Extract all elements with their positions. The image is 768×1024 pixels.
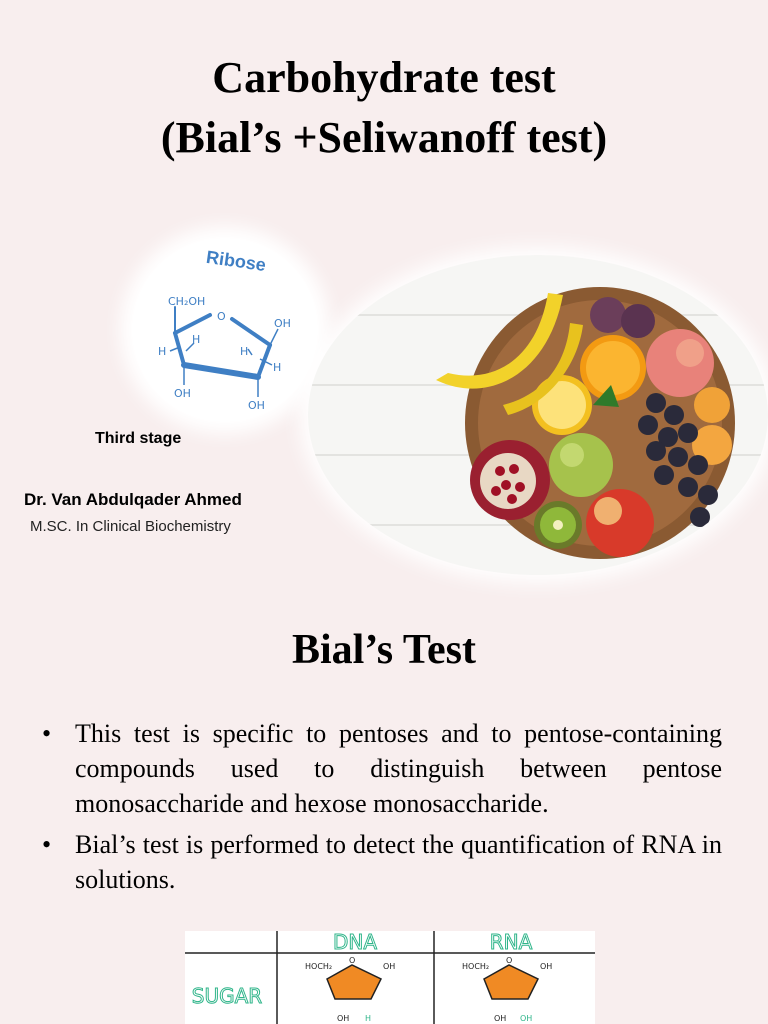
header-dna: DNA bbox=[332, 931, 378, 954]
svg-text:H: H bbox=[365, 1014, 372, 1023]
atom-o: O bbox=[217, 310, 226, 323]
pear bbox=[549, 433, 613, 497]
svg-text:OH: OH bbox=[383, 962, 396, 971]
bullet-icon: • bbox=[42, 830, 52, 859]
svg-text:O: O bbox=[506, 956, 513, 965]
atom-oh: OH bbox=[174, 387, 191, 400]
row-label-sugar: SUGAR bbox=[191, 984, 263, 1008]
svg-text:O: O bbox=[349, 956, 356, 965]
course-stage: Third stage bbox=[95, 430, 182, 447]
dna-sugar-ring bbox=[305, 956, 395, 1023]
bullet-text: Bial’s test is performed to detect the quantification of RNA in solutions. bbox=[75, 830, 722, 894]
atom-h: H bbox=[192, 333, 201, 346]
dna-rna-table-drawing bbox=[185, 931, 595, 1024]
apple bbox=[586, 489, 654, 557]
atom-ch2oh: CH₂OH bbox=[168, 295, 206, 308]
ring-bond bbox=[175, 315, 210, 333]
header-rna: RNA bbox=[489, 931, 533, 954]
rna-sugar-ring bbox=[462, 956, 552, 1023]
list-item bbox=[42, 827, 722, 897]
title-line-2: (Bial’s +Seliwanoff test) bbox=[160, 113, 608, 162]
bullet-list bbox=[42, 716, 722, 903]
author-name: Dr. Van Abdulqader Ahmed bbox=[24, 490, 242, 509]
ring-bond bbox=[184, 365, 258, 377]
atom-h: H bbox=[273, 361, 282, 374]
svg-text:OH: OH bbox=[520, 1014, 533, 1023]
section-heading: Bial’s Test bbox=[292, 627, 476, 673]
atom-h: H bbox=[240, 345, 249, 358]
ribose-structure-diagram bbox=[150, 285, 300, 420]
fruit-bowl-image bbox=[308, 255, 768, 575]
title-line-1: Carbohydrate test bbox=[212, 53, 556, 102]
fruit-bowl-photo bbox=[308, 255, 768, 575]
bullet-text: This test is specific to pentoses and to pentose-containing compounds used to distinguish between pentose monosaccharide and hexose monosaccharide. bbox=[75, 719, 722, 818]
svg-text:OH: OH bbox=[494, 1014, 507, 1023]
svg-text:OH: OH bbox=[540, 962, 553, 971]
atom-oh: OH bbox=[248, 399, 265, 412]
bullet-icon: • bbox=[42, 719, 52, 748]
atom-h: H bbox=[158, 345, 167, 358]
ring-bond bbox=[232, 319, 270, 345]
svg-text:HOCH₂: HOCH₂ bbox=[462, 962, 490, 971]
atom-oh-right: OH bbox=[274, 317, 291, 330]
author-degree: M.SC. In Clinical Biochemistry bbox=[30, 518, 231, 535]
peach bbox=[646, 329, 714, 397]
svg-text:HOCH₂: HOCH₂ bbox=[305, 962, 333, 971]
svg-text:OH: OH bbox=[337, 1014, 350, 1023]
dna-rna-comparison-table bbox=[185, 931, 595, 1024]
list-item bbox=[42, 716, 722, 821]
ribose-label: Ribose bbox=[204, 246, 268, 276]
slide-title bbox=[0, 48, 768, 168]
